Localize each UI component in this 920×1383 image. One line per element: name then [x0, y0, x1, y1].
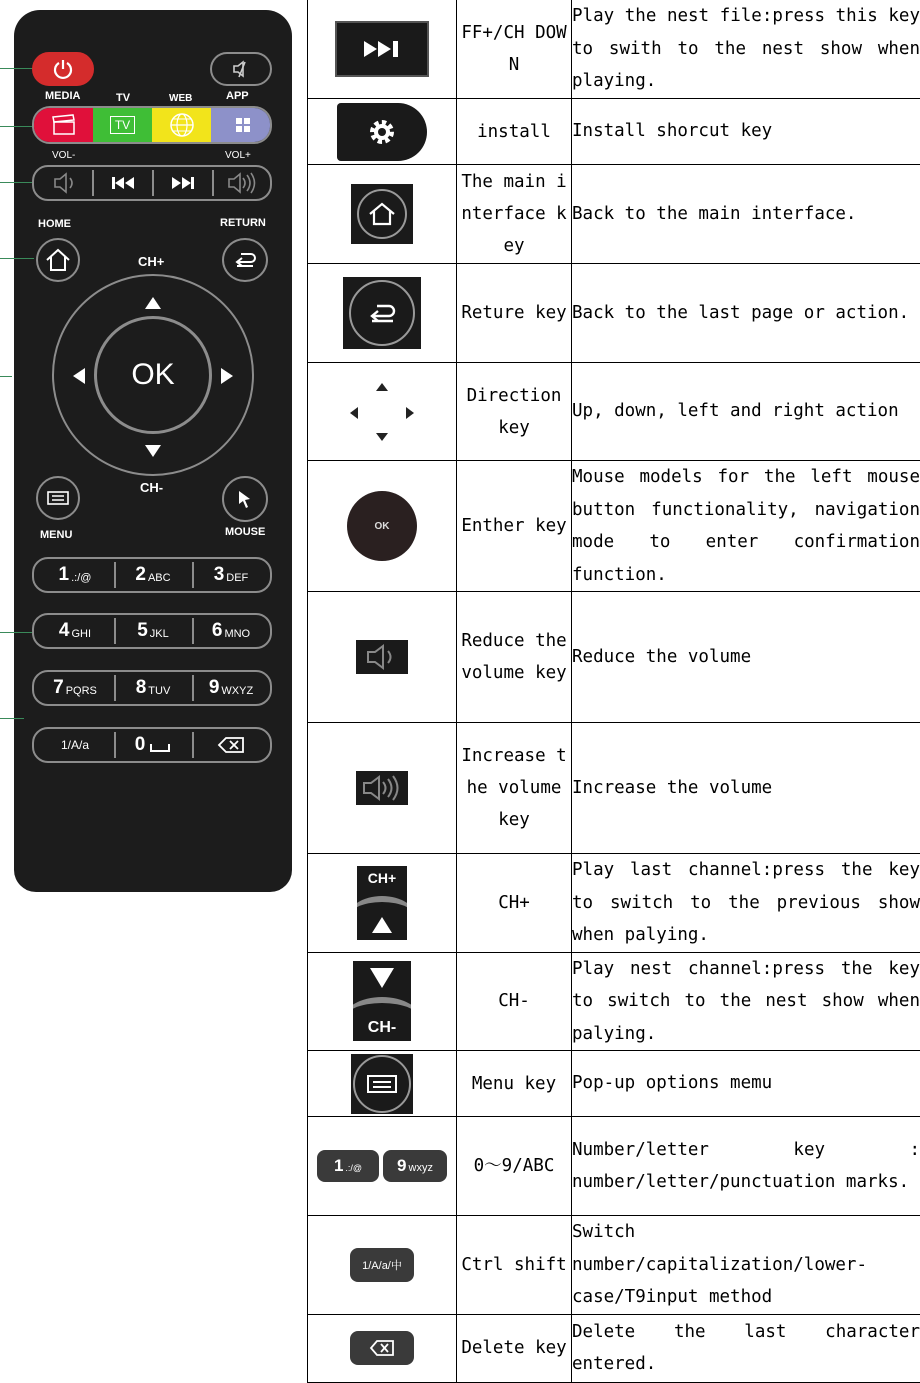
icon-cell: [308, 1216, 457, 1315]
key-name: CH+: [457, 854, 572, 953]
power-icon: [52, 58, 74, 80]
table-row: [308, 592, 920, 723]
direction-pad: [52, 274, 254, 476]
key-9-number: 9: [397, 1156, 406, 1176]
shift-key[interactable]: 1/A/a: [40, 731, 110, 759]
key-4[interactable]: [40, 617, 110, 645]
volume-down-icon: [356, 640, 408, 674]
icon-cell: [308, 1051, 457, 1117]
key-description: Up, down, left and right action: [572, 363, 920, 461]
return-icon: [233, 250, 257, 270]
tv-label: TV: [116, 92, 130, 104]
key-description: Play the nest file:press this key to swith to the nest show when playing.: [572, 0, 920, 99]
key-description: Delete the last character entered.: [572, 1314, 920, 1382]
key-name: FF+/CH DOWN: [457, 0, 572, 99]
power-button[interactable]: [32, 52, 94, 86]
ok-icon-text: OK: [375, 521, 390, 532]
leader-line: [0, 632, 34, 633]
key-description: Back to the last page or action.: [572, 264, 920, 363]
key-number: 3: [214, 564, 225, 586]
globe-icon: [169, 112, 195, 138]
table-row: [308, 1314, 920, 1382]
table-row: [308, 264, 920, 363]
next-button[interactable]: [156, 169, 210, 197]
tv-icon: TV: [110, 116, 135, 134]
color-keys: [32, 106, 272, 144]
home-icon: [351, 184, 413, 244]
return-icon: [343, 277, 421, 349]
table-row: [308, 854, 920, 953]
key-description: Switch number/capitalization/lower-case/T9input method: [572, 1216, 920, 1315]
menu-icon: [47, 491, 69, 505]
key-number: 2: [135, 564, 146, 586]
ch-minus-label: CH-: [140, 480, 163, 495]
key-1-letters: .:/@: [345, 1163, 362, 1173]
ok-button[interactable]: [94, 316, 212, 434]
numpad-row-4: [32, 727, 272, 763]
web-button[interactable]: [152, 108, 211, 142]
volume-up-icon: [226, 172, 256, 194]
table-row: [308, 723, 920, 854]
key-description: Install shorcut key: [572, 99, 920, 165]
app-button[interactable]: [211, 108, 272, 142]
key-2[interactable]: [118, 561, 188, 589]
divider: [192, 732, 194, 758]
key-letters: DEF: [226, 572, 248, 584]
numpad-row-1: [32, 557, 272, 593]
delete-icon: [350, 1331, 414, 1365]
key-description: Number/letter key : number/letter/punctuation marks.: [572, 1117, 920, 1216]
icon-cell: [308, 461, 457, 592]
key-number: 6: [212, 620, 223, 642]
key-letters: TUV: [148, 685, 170, 697]
home-button[interactable]: [36, 238, 80, 282]
key-9[interactable]: [196, 674, 266, 702]
gear-icon: [337, 103, 427, 161]
leader-line: [0, 718, 24, 719]
previous-icon: [111, 176, 135, 190]
volume-down-icon: [52, 172, 78, 194]
ok-label: OK: [131, 358, 174, 392]
return-button[interactable]: [222, 238, 268, 282]
icon-cell: [308, 264, 457, 363]
divider: [152, 170, 154, 196]
home-icon: [45, 248, 71, 272]
key-letters: GHI: [72, 628, 92, 640]
divider: [192, 562, 194, 588]
key-number: 8: [136, 677, 147, 699]
key-number: 7: [53, 677, 64, 699]
space-icon: [149, 743, 171, 753]
leader-line: [0, 182, 34, 183]
leader-line: [0, 258, 34, 259]
key-letters: PQRS: [66, 685, 97, 697]
key-description: Back to the main interface.: [572, 165, 920, 264]
divider: [192, 618, 194, 644]
left-arrow-icon[interactable]: [72, 367, 86, 385]
divider: [114, 675, 116, 701]
media-label: MEDIA: [45, 90, 80, 102]
numpad-row-2: [32, 613, 272, 649]
icon-cell: [308, 165, 457, 264]
media-control-bar: [32, 165, 272, 201]
table-row: [308, 461, 920, 592]
key-3[interactable]: [196, 561, 266, 589]
home-label: HOME: [38, 218, 71, 230]
grid-icon: [235, 117, 251, 133]
table-row: [308, 99, 920, 165]
key-letters: MNO: [224, 628, 250, 640]
key-0[interactable]: [118, 731, 188, 759]
key-name: The main interface key: [457, 165, 572, 264]
key-7[interactable]: [40, 674, 110, 702]
key-description: Reduce the volume: [572, 592, 920, 723]
key-name: Direction key: [457, 363, 572, 461]
key-letters: ABC: [148, 572, 171, 584]
tv-button[interactable]: [93, 108, 152, 142]
icon-cell: [308, 363, 457, 461]
key-letters: JKL: [150, 628, 169, 640]
key-description: Pop-up options memu: [572, 1051, 920, 1117]
remote-control: [14, 10, 292, 892]
app-label: APP: [226, 90, 249, 102]
table-row: [308, 0, 920, 99]
key-name: Delete key: [457, 1314, 572, 1382]
key-5[interactable]: [118, 617, 188, 645]
divider: [114, 732, 116, 758]
next-icon: [171, 176, 195, 190]
menu-icon: [351, 1054, 413, 1114]
leader-line: [0, 376, 12, 377]
number-keys-icon: [308, 1150, 456, 1182]
key-6[interactable]: [196, 617, 266, 645]
key-name: CH-: [457, 952, 572, 1051]
key-number: 5: [137, 620, 148, 642]
key-name: 0～9/ABC: [457, 1117, 572, 1216]
icon-cell: [308, 99, 457, 165]
key-1-number: 1: [334, 1156, 343, 1176]
mute-button[interactable]: [210, 52, 272, 86]
menu-button[interactable]: [36, 476, 80, 520]
key-name: Ctrl shift: [457, 1216, 572, 1315]
backspace-icon: [217, 736, 245, 754]
numpad-row-3: [32, 670, 272, 706]
icon-cell: [308, 0, 457, 99]
divider: [192, 675, 194, 701]
key-description: Play last channel:press the key to switch to the previous show when palying.: [572, 854, 920, 953]
mouse-label: MOUSE: [225, 526, 265, 538]
cursor-icon: [236, 489, 254, 509]
leader-line: [0, 126, 34, 127]
table-row: [308, 1051, 920, 1117]
table-row: [308, 952, 920, 1051]
volume-up-button[interactable]: [216, 169, 266, 197]
divider: [114, 618, 116, 644]
menu-label: MENU: [40, 529, 72, 541]
previous-button[interactable]: [96, 169, 150, 197]
key-number: 4: [59, 620, 70, 642]
icon-cell: [308, 952, 457, 1051]
table-row: [308, 165, 920, 264]
table-row: [308, 1117, 920, 1216]
key-name: Reduce the volume key: [457, 592, 572, 723]
divider: [92, 170, 94, 196]
volume-up-icon: [356, 771, 408, 805]
ch-plus-icon-text: CH+: [357, 870, 407, 886]
key-1[interactable]: [40, 561, 110, 589]
media-button[interactable]: [34, 108, 93, 142]
key-name: install: [457, 99, 572, 165]
key-name: Reture key: [457, 264, 572, 363]
mouse-button[interactable]: [222, 476, 268, 522]
key-9-letters: wxyz: [409, 1162, 433, 1174]
right-arrow-icon[interactable]: [220, 367, 234, 385]
vol-plus-label: VOL+: [225, 150, 251, 161]
up-arrow-icon[interactable]: [144, 296, 162, 310]
key-function-table: [307, 0, 920, 1383]
shift-icon: 1/A/a/中: [350, 1248, 414, 1282]
ok-icon: [347, 491, 417, 561]
mute-icon: [230, 58, 252, 80]
clapperboard-icon: [50, 114, 78, 136]
down-arrow-icon[interactable]: [144, 444, 162, 458]
divider: [114, 562, 116, 588]
icon-cell: [308, 854, 457, 953]
icon-cell: [308, 1117, 457, 1216]
key-letters: WXYZ: [221, 685, 253, 697]
return-label: RETURN: [220, 217, 266, 229]
direction-icon: [342, 377, 422, 447]
ch-minus-icon: [353, 961, 411, 1041]
key-letters: .:/@: [71, 572, 91, 584]
vol-minus-label: VOL-: [52, 150, 75, 161]
leader-line: [0, 68, 34, 69]
divider: [212, 170, 214, 196]
ch-plus-label: CH+: [138, 254, 164, 269]
key-8[interactable]: [118, 674, 188, 702]
ff-ch-down-icon: [335, 21, 429, 77]
table-row: [308, 363, 920, 461]
backspace-key[interactable]: [196, 731, 266, 759]
icon-cell: [308, 723, 457, 854]
ch-plus-icon: [357, 866, 407, 940]
key-description: Mouse models for the left mouse button functionality, navigation mode to enter confirmation function.: [572, 461, 920, 592]
key-description: Play nest channel:press the key to switch to the nest show when palying.: [572, 952, 920, 1051]
key-description: Increase the volume: [572, 723, 920, 854]
icon-cell: [308, 592, 457, 723]
key-name: Enther key: [457, 461, 572, 592]
table-row: [308, 1216, 920, 1315]
key-name: Increase the volume key: [457, 723, 572, 854]
icon-cell: [308, 1314, 457, 1382]
key-name: Menu key: [457, 1051, 572, 1117]
volume-down-button[interactable]: [40, 169, 90, 197]
key-number: 9: [209, 677, 220, 699]
key-number: 0: [135, 734, 146, 756]
ch-minus-icon-text: CH-: [353, 1019, 411, 1037]
web-label: WEB: [169, 93, 192, 104]
key-number: 1: [59, 564, 70, 586]
